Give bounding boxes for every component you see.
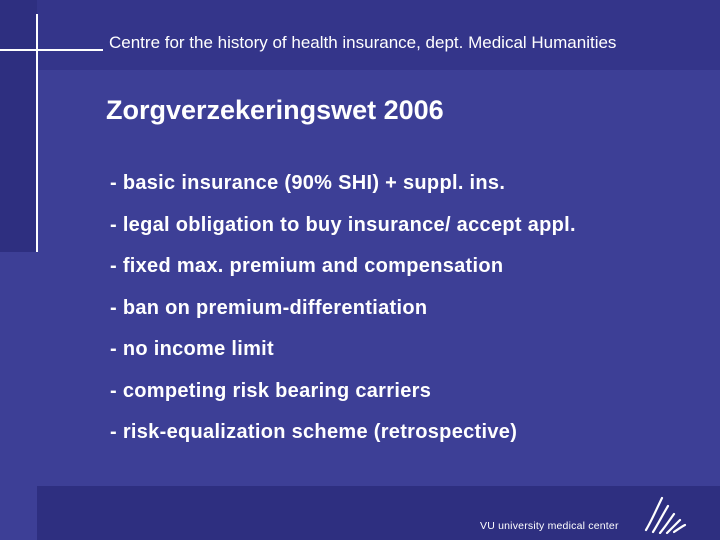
bullet-item: - risk-equalization scheme (retrospective) [110, 421, 518, 443]
bullet-item: - basic insurance (90% SHI) + suppl. ins. [110, 172, 506, 194]
bullet-list [110, 168, 576, 459]
vumc-logo-icon [640, 492, 688, 534]
left-decor-lower [0, 252, 37, 540]
horizontal-divider [0, 49, 103, 51]
slide-title: Zorgverzekeringswet 2006 [106, 95, 444, 125]
bullet-item: - legal obligation to buy insurance/ accept appl. [110, 213, 576, 236]
bullet-item: - fixed max. premium and compensation [110, 255, 504, 277]
bullet-item: - no income limit [110, 338, 274, 360]
left-decor-block [0, 0, 37, 252]
header-caption: Centre for the history of health insurance, dept. Medical Humanities [109, 33, 617, 52]
bullet-item: - competing risk bearing carriers [110, 379, 432, 402]
footer-brand-text: VU university medical center [480, 520, 619, 532]
bullet-item: - ban on premium-differentiation [110, 296, 428, 319]
